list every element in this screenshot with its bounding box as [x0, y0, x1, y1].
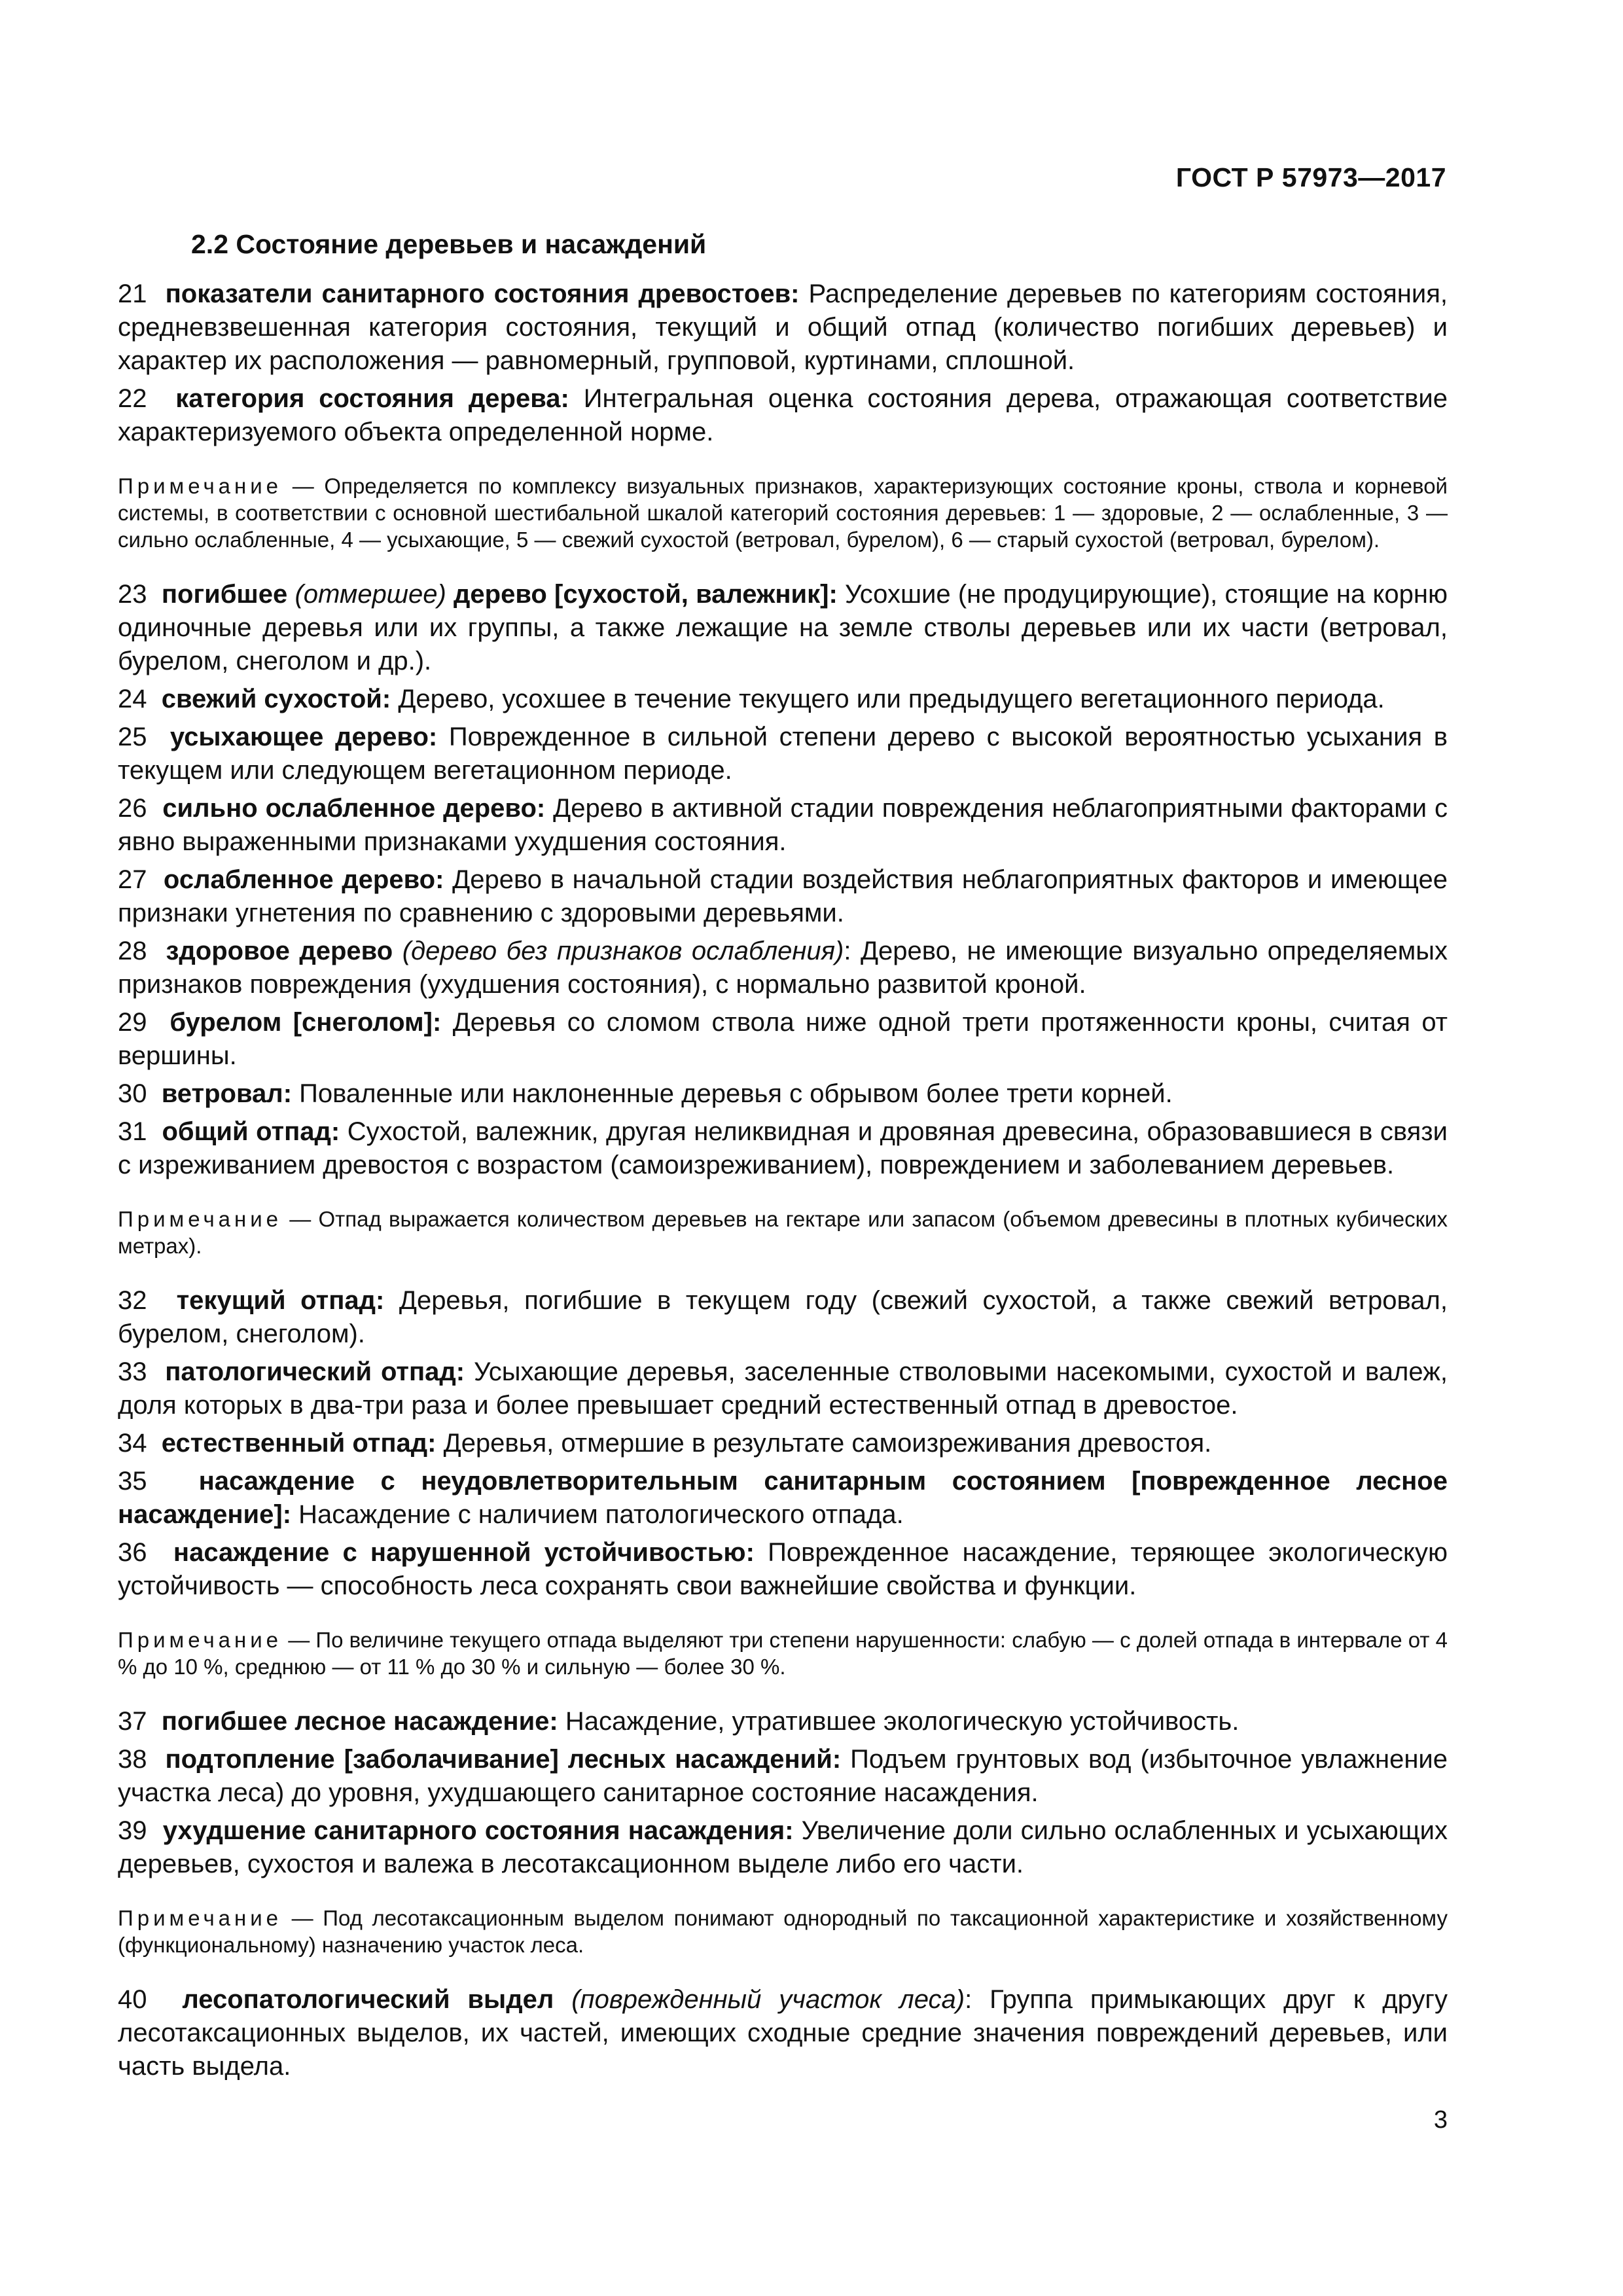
- terms-list: [118, 278, 1448, 2088]
- term-definition: Деревья, погибшие в текущем году (свежий сухостой, а также свежий ветровал, бурелом, снеголом).: [118, 1286, 1448, 1348]
- term-name: патологический отпад:: [165, 1357, 465, 1386]
- term-name: погибшее: [161, 580, 288, 609]
- term-definition: Деревья со сломом ствола ниже одной трети протяженности кроны, считая от вершины.: [118, 1008, 1448, 1070]
- term-name: усыхающее дерево:: [169, 723, 438, 751]
- term-name: ветровал:: [161, 1079, 293, 1108]
- term-definition: Насаждение, утратившее экологическую устойчивость.: [558, 1707, 1240, 1736]
- term-entry-38: 38 подтопление [заболачивание] лесных насаждений: Подъем грунтовых вод (избыточное увлажнение участка леса) до уровня, ухудшающего санитарное состояние насаждения.: [118, 1745, 1448, 1807]
- term-definition: Подъем грунтовых вод (избыточное увлажнение участка леса) до уровня, ухудшающего санитарное состояние насаждения.: [118, 1745, 1448, 1807]
- term-definition: Поврежденное в сильной степени дерево с высокой вероятностью усыхания в текущем или следующем вегетационном периоде.: [118, 723, 1448, 785]
- term-definition: : Группа примыкающих друг к другу лесотаксационных выделов, их частей, имеющих сходные средние значения повреждений деревьев, или часть выдела.: [118, 1985, 1448, 2081]
- term-name: сильно ослабленное дерево:: [162, 794, 546, 823]
- term-entry-39: 39 ухудшение санитарного состояния насаждения: Увеличение доли сильно ослабленных и усыхающих деревьев, сухостоя и валежа в лесотаксационном выделе либо его части.: [118, 1816, 1448, 1878]
- note-36: Примечание — По величине текущего отпада выделяют три степени нарушенности: слабую — с долей отпада в интервале от 4 % до 10 %, среднюю — от 11 % до 30 % и сильную — более 30 %.: [118, 1628, 1448, 1679]
- term-name: текущий отпад:: [176, 1286, 385, 1315]
- term-name: здоровое дерево: [166, 937, 393, 965]
- term-name: ухудшение санитарного состояния насаждения:: [162, 1816, 794, 1845]
- term-name: ослабленное дерево:: [163, 865, 444, 894]
- term-synonym: (отмершее): [294, 580, 446, 609]
- term-entry-31: 31 общий отпад: Сухостой, валежник, другая неликвидная и дровяная древесина, образовавшиеся в связи с изреживанием древостоя с возрастом (самоизреживанием), повреждением и заболеванием деревьев.: [118, 1117, 1448, 1179]
- standard-number: ГОСТ Р 57973—2017: [1175, 162, 1446, 192]
- term-definition: Интегральная оценка состояния дерева, отражающая соответствие характеризуемого объекта определенной норме.: [118, 384, 1448, 446]
- term-definition: Усыхающие деревья, заселенные стволовыми насекомыми, сухостой и валеж, доля которых в два-три раза и более превышает средний естественный отпад в древостое.: [118, 1357, 1448, 1420]
- section-title: 2.2 Состояние деревьев и насаждений: [191, 229, 707, 259]
- term-definition: Увеличение доли сильно ослабленных и усыхающих деревьев, сухостоя и валежа в лесотаксационном выделе либо его части.: [118, 1816, 1448, 1878]
- term-definition: Дерево, усохшее в течение текущего или предыдущего вегетационного периода.: [391, 685, 1385, 713]
- term-name: показатели санитарного состояния древостоев:: [165, 279, 800, 308]
- term-definition: Дерево в начальной стадии воздействия неблагоприятных факторов и имеющее признаки угнетения по сравнению с здоровыми деревьями.: [118, 865, 1448, 927]
- term-definition: Распределение деревьев по категориям состояния, средневзвешенная категория состояния, текущий и общий отпад (количество погибших деревьев) и характер их расположения — равномерный, групповой, куртинами, сплошной.: [118, 279, 1448, 375]
- term-entry-32: 32 текущий отпад: Деревья, погибшие в текущем году (свежий сухостой, а также свежий ветровал, бурелом, снеголом).: [118, 1286, 1448, 1348]
- term-entry-22: 22 категория состояния дерева: Интегральная оценка состояния дерева, отражающая соответствие характеризуемого объекта определенной норме.: [118, 384, 1448, 446]
- term-entry-25: 25 усыхающее дерево: Поврежденное в сильной степени дерево с высокой вероятностью усыхания в текущем или следующем вегетационном периоде.: [118, 723, 1448, 785]
- term-name: свежий сухостой:: [161, 685, 391, 713]
- term-synonym: (дерево без признаков ослабления): [402, 937, 844, 965]
- term-definition: Сухостой, валежник, другая неликвидная и дровяная древесина, образовавшиеся в связи с изреживанием древостоя с возрастом (самоизреживанием), повреждением и заболеванием деревьев.: [118, 1117, 1448, 1179]
- term-entry-37: 37 погибшее лесное насаждение: Насаждение, утратившее экологическую устойчивость.: [118, 1707, 1240, 1736]
- term-entry-23: 23 погибшее (отмершее) дерево [сухостой, валежник]: Усохшие (не продуцирующие), стоящие на корню одиночные деревья или их группы, а также лежащие на земле стволы деревьев или их части (ветровал, бурелом, снеголом и др.).: [118, 580, 1448, 675]
- note-22: Примечание — Определяется по комплексу визуальных признаков, характеризующих состояние кроны, ствола и корневой системы, в соответствии с основной шестибальной шкалой категорий состояния деревьев: 1 — здоровые, 2 — ослабленные, 3 — сильно ослабленные, 4 — усыхающие, 5 — свежий сухостой (ветровал, бурелом), 6 — старый сухостой (ветровал, бурелом).: [118, 474, 1448, 552]
- term-entry-40: 40 лесопатологический выдел (поврежденный участок леса): Группа примыкающих друг к другу лесотаксационных выделов, их частей, имеющих сходные средние значения повреждений деревьев, или часть выдела.: [118, 1985, 1448, 2081]
- term-entry-35: 35 насаждение с неудовлетворительным санитарным состоянием [поврежденное лесное насаждение]: Насаждение с наличием патологического отпада.: [118, 1467, 1448, 1529]
- note-31: Примечание — Отпад выражается количеством деревьев на гектаре или запасом (объемом древесины в плотных кубических метрах).: [118, 1207, 1448, 1258]
- term-entry-33: 33 патологический отпад: Усыхающие деревья, заселенные стволовыми насекомыми, сухостой и валеж, доля которых в два-три раза и более превышает средний естественный отпад в древостое.: [118, 1357, 1448, 1420]
- term-name: подтопление [заболачивание] лесных насаждений:: [165, 1745, 842, 1774]
- term-entry-28: 28 здоровое дерево (дерево без признаков ослабления): Дерево, не имеющие визуально определяемых признаков повреждения (ухудшения состояния), с нормально развитой кроной.: [118, 937, 1448, 999]
- term-name: бурелом [снеголом]:: [169, 1008, 442, 1037]
- term-entry-21: 21 показатели санитарного состояния древостоев: Распределение деревьев по категориям состояния, средневзвешенная категория состояния, текущий и общий отпад (количество погибших деревьев) и характер их расположения — равномерный, групповой, куртинами, сплошной.: [118, 279, 1448, 375]
- note-39: Примечание — Под лесотаксационным выделом понимают однородный по таксационной характеристике и хозяйственному (функциональному) назначению участок леса.: [118, 1906, 1448, 1957]
- term-definition: Усохшие (не продуцирующие), стоящие на корню одиночные деревья или их группы, а также лежащие на земле стволы деревьев или их части (ветровал, бурелом, снеголом и др.).: [118, 580, 1448, 675]
- term-name: естественный отпад:: [161, 1429, 437, 1458]
- term-definition: Насаждение с наличием патологического отпада.: [291, 1500, 904, 1529]
- term-name: лесопатологический выдел: [182, 1985, 554, 2014]
- term-name: насаждение с нарушенной устойчивостью:: [173, 1538, 755, 1567]
- term-name: общий отпад:: [162, 1117, 340, 1146]
- term-synonym: (поврежденный участок леса): [571, 1985, 965, 2014]
- term-entry-26: 26 сильно ослабленное дерево: Дерево в активной стадии повреждения неблагоприятными факторами с явно выраженными признаками ухудшения состояния.: [118, 794, 1448, 856]
- term-name: категория состояния дерева:: [175, 384, 569, 413]
- term-definition: Поваленные или наклоненные деревья с обрывом более трети корней.: [292, 1079, 1173, 1108]
- term-entry-36: 36 насаждение с нарушенной устойчивостью: Поврежденное насаждение, теряющее экологическую устойчивость — способность леса сохранять свои важнейшие свойства и функции.: [118, 1538, 1448, 1600]
- term-name: погибшее лесное насаждение:: [161, 1707, 558, 1736]
- term-definition: Поврежденное насаждение, теряющее экологическую устойчивость — способность леса сохранять свои важнейшие свойства и функции.: [118, 1538, 1448, 1600]
- term-name-cont: дерево [сухостой, валежник]:: [454, 580, 838, 609]
- term-name: насаждение с неудовлетворительным санитарным состоянием [поврежденное лесное насаждение]:: [118, 1467, 1448, 1529]
- term-entry-24: 24 свежий сухостой: Дерево, усохшее в течение текущего или предыдущего вегетационного периода.: [118, 685, 1385, 713]
- term-entry-34: 34 естественный отпад: Деревья, отмершие в результате самоизреживания древостоя.: [118, 1429, 1212, 1458]
- term-definition: Деревья, отмершие в результате самоизреживания древостоя.: [436, 1429, 1212, 1458]
- term-entry-29: 29 бурелом [снеголом]: Деревья со сломом ствола ниже одной трети протяженности кроны, считая от вершины.: [118, 1008, 1448, 1070]
- term-definition: : Дерево, не имеющие визуально определяемых признаков повреждения (ухудшения состояния), с нормально развитой кроной.: [118, 937, 1448, 999]
- page-number: 3: [1433, 2106, 1448, 2134]
- term-definition: Дерево в активной стадии повреждения неблагоприятными факторами с явно выраженными признаками ухудшения состояния.: [118, 794, 1448, 856]
- term-entry-27: 27 ослабленное дерево: Дерево в начальной стадии воздействия неблагоприятных факторов и имеющее признаки угнетения по сравнению с здоровыми деревьями.: [118, 865, 1448, 927]
- term-entry-30: 30 ветровал: Поваленные или наклоненные деревья с обрывом более трети корней.: [118, 1079, 1173, 1108]
